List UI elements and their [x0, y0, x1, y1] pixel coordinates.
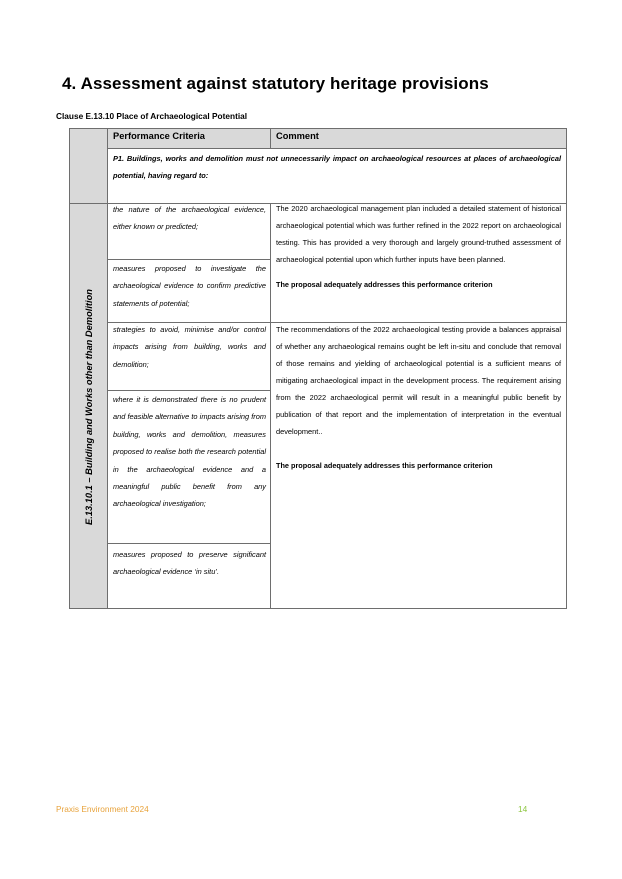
comment-1-text: The 2020 archaeological management plan included a detailed statement of historical archaeological potential which was further refined in the 2022 report on archaeological testing. This has provided a very thorough and largely ground-truthed assessment of archaeological potential upon which further inputs have been planned. — [276, 204, 561, 264]
page-number: 14 — [518, 804, 528, 814]
side-label: E.13.10.1 – Building and Works other than Demolition — [84, 288, 94, 525]
verdict-2: The proposal adequately addresses this performance criterion — [276, 461, 493, 470]
criterion-e: measures proposed to preserve significant archaeological evidence ‘in situ’. — [113, 550, 266, 577]
p1-statement: P1. Buildings, works and demolition must not unnecessarily impact on archaeological resources at places of archaeological potential, having regard to: — [113, 154, 561, 180]
footer-company: Praxis Environment 2024 — [56, 804, 149, 814]
verdict-1: The proposal adequately addresses this performance criterion — [276, 280, 493, 289]
header-performance-criteria: Performance Criteria — [113, 131, 205, 141]
criterion-c: strategies to avoid, minimise and/or control impacts arising from building, works and demolition; — [113, 325, 266, 369]
comment-2 — [271, 321, 566, 608]
section-heading: 4. Assessment against statutory heritage provisions — [62, 74, 489, 93]
criterion-b: measures proposed to investigate the archaeological evidence to confirm predictive statements of potential; — [113, 264, 266, 308]
side-label-wrapper — [70, 204, 108, 609]
clause-title: Clause E.13.10 Place of Archaeological Potential — [56, 111, 248, 121]
criterion-a: the nature of the archaeological evidence, either known or predicted; — [113, 205, 266, 232]
header-comment: Comment — [276, 131, 319, 141]
comment-1 — [271, 200, 566, 322]
assessment-table — [69, 128, 567, 609]
comment-2-text: The recommendations of the 2022 archaeological testing provide a balances appraisal of whether any archaeological remains ought be left in-situ and conclude that removal of those remains and yielding of archaeological potential is a sufficient means of mitigating archaeological impact in the development process. The requirement arising from the 2022 archaeological permit will result in a meaningful public benefit by publication of that report and the implementation of interpretation in the eventual development.. — [276, 325, 561, 436]
criterion-d: where it is demonstrated there is no prudent and feasible alternative to impacts arising from building, works and demolition, measures proposed to realise both the research potential in the archaeological evidence and a meaningful public benefit from any archaeological investigation; — [113, 395, 266, 509]
